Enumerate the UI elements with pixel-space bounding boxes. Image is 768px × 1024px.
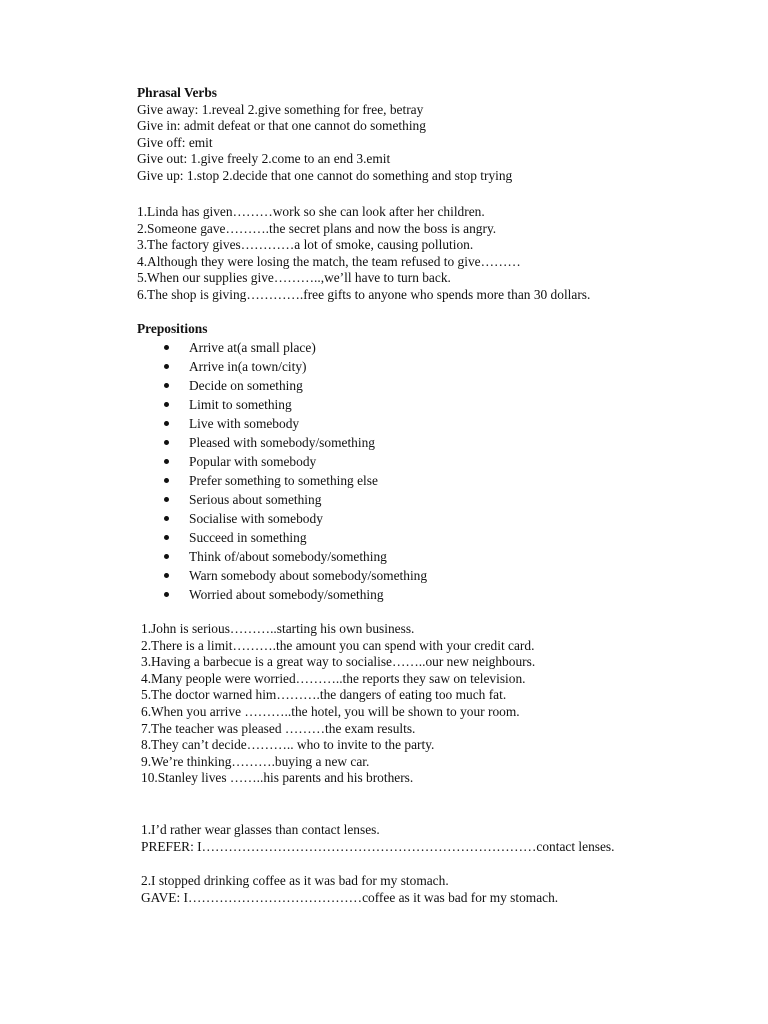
list-item: Think of/about somebody/something bbox=[160, 547, 427, 566]
list-item: Limit to something bbox=[160, 395, 427, 414]
section-title: Phrasal Verbs bbox=[137, 85, 217, 100]
exercise-line: 6.When you arrive ………..the hotel, you will be shown to your room. bbox=[141, 703, 520, 719]
bullet-icon bbox=[164, 402, 169, 407]
exercise-line: 10.Stanley lives ……..his parents and his brothers. bbox=[141, 770, 414, 786]
transformation-1 bbox=[141, 822, 741, 855]
bullet-icon bbox=[164, 345, 169, 350]
bullet-icon bbox=[164, 573, 169, 578]
prepositions-list bbox=[160, 338, 427, 604]
list-item: Live with somebody bbox=[160, 414, 427, 433]
transformation-sentence: 2.I stopped drinking coffee as it was bad for my stomach. bbox=[141, 873, 449, 888]
bullet-icon bbox=[164, 421, 169, 426]
bullet-icon bbox=[164, 364, 169, 369]
exercise-line: 6.The shop is giving………….free gifts to anyone who spends more than 30 dollars. bbox=[137, 286, 591, 302]
exercise-line: 1.Linda has given………work so she can look after her children. bbox=[137, 204, 485, 219]
transformation-2 bbox=[141, 873, 741, 906]
exercise-line: 2.There is a limit……….the amount you can spend with your credit card. bbox=[141, 637, 535, 653]
phrasal-verbs-section bbox=[137, 85, 737, 185]
exercise-line: 3.The factory gives…………a lot of smoke, causing pollution. bbox=[137, 237, 474, 253]
list-item: Worried about somebody/something bbox=[160, 585, 427, 604]
list-item: Succeed in something bbox=[160, 528, 427, 547]
exercise-line: 5.The doctor warned him……….the dangers of eating too much fat. bbox=[141, 687, 507, 703]
preposition-exercises bbox=[141, 621, 741, 787]
definition-line: Give out: 1.give freely 2.come to an end 3.emit bbox=[137, 151, 391, 167]
definition-line: Give away: 1.reveal 2.give something for free, betray bbox=[137, 101, 424, 117]
bullet-icon bbox=[164, 478, 169, 483]
transformation-sentence: 1.I’d rather wear glasses than contact lenses. bbox=[141, 822, 380, 837]
definition-line: Give off: emit bbox=[137, 134, 213, 150]
section-title: Prepositions bbox=[137, 321, 208, 336]
exercise-line: 4.Although they were losing the match, the team refused to give……… bbox=[137, 253, 521, 269]
bullet-icon bbox=[164, 440, 169, 445]
bullet-icon bbox=[164, 592, 169, 597]
prepositions-section bbox=[137, 321, 737, 338]
transformation-prompt: GAVE: I…………………………………coffee as it was bad for my stomach. bbox=[141, 889, 559, 905]
exercise-line: 8.They can’t decide……….. who to invite to the party. bbox=[141, 737, 435, 753]
list-item: Prefer something to something else bbox=[160, 471, 427, 490]
exercise-line: 9.We’re thinking……….buying a new car. bbox=[141, 753, 370, 769]
exercise-line: 1.John is serious………..starting his own business. bbox=[141, 621, 415, 636]
exercise-line: 2.Someone gave……….the secret plans and now the boss is angry. bbox=[137, 220, 497, 236]
bullet-icon bbox=[164, 535, 169, 540]
bullet-icon bbox=[164, 459, 169, 464]
definition-line: Give up: 1.stop 2.decide that one cannot do something and stop trying bbox=[137, 167, 513, 183]
bullet-icon bbox=[164, 383, 169, 388]
exercise-line: 5.When our supplies give………..,we’ll have to turn back. bbox=[137, 270, 451, 286]
bullet-icon bbox=[164, 516, 169, 521]
exercise-line: 7.The teacher was pleased ………the exam results. bbox=[141, 720, 416, 736]
transformation-prompt: PREFER: I…………………………………………………………………contact lenses. bbox=[141, 838, 615, 854]
exercise-line: 4.Many people were worried………..the reports they saw on television. bbox=[141, 670, 526, 686]
list-item: Pleased with somebody/something bbox=[160, 433, 427, 452]
list-item: Decide on something bbox=[160, 376, 427, 395]
list-item: Arrive at(a small place) bbox=[160, 338, 427, 357]
phrasal-exercises bbox=[137, 204, 737, 304]
list-item: Arrive in(a town/city) bbox=[160, 357, 427, 376]
list-item: Socialise with somebody bbox=[160, 509, 427, 528]
list-item: Warn somebody about somebody/something bbox=[160, 566, 427, 585]
bullet-icon bbox=[164, 554, 169, 559]
exercise-line: 3.Having a barbecue is a great way to socialise……..our new neighbours. bbox=[141, 654, 536, 670]
list-item: Popular with somebody bbox=[160, 452, 427, 471]
list-item: Serious about something bbox=[160, 490, 427, 509]
bullet-icon bbox=[164, 497, 169, 502]
definition-line: Give in: admit defeat or that one cannot do something bbox=[137, 118, 426, 134]
